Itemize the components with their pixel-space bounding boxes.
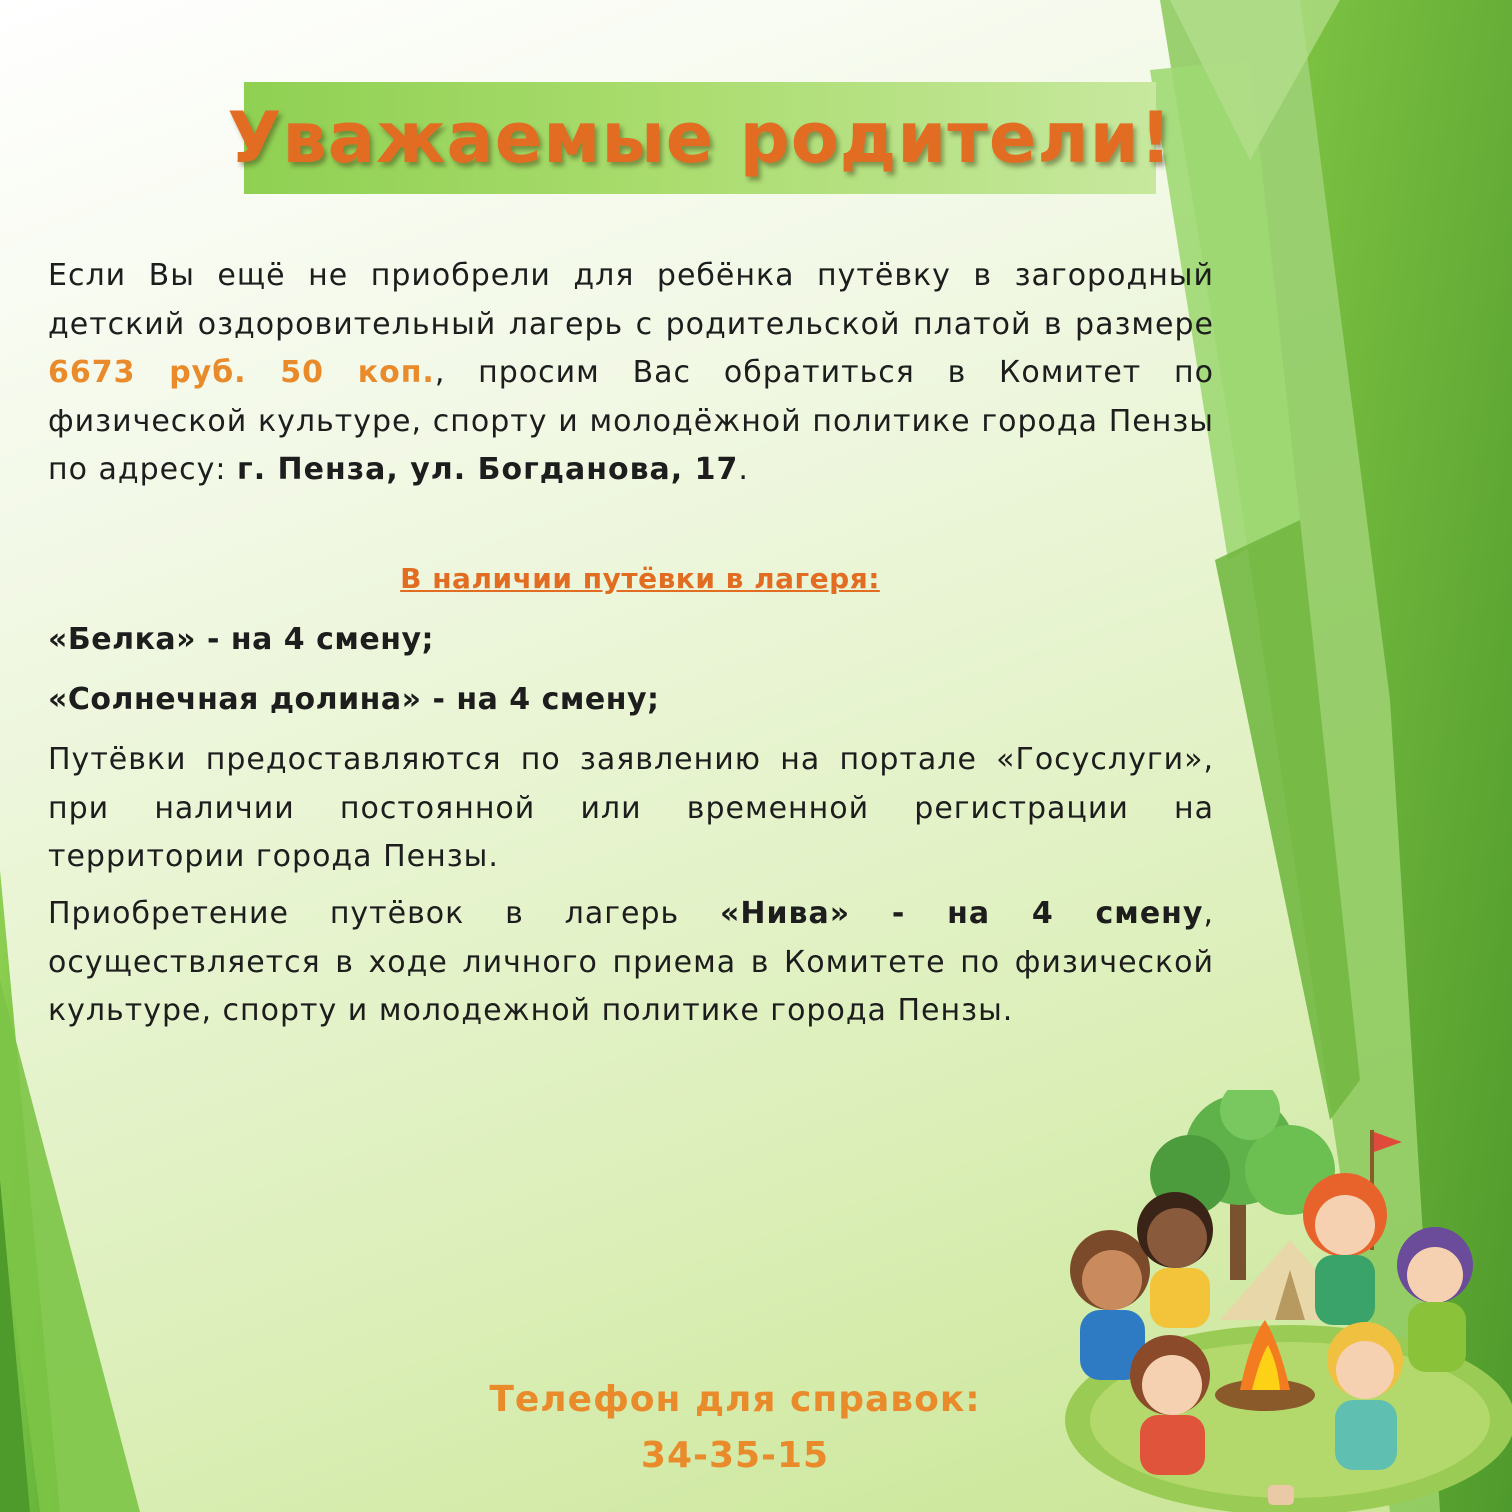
niva-paragraph bbox=[48, 890, 1214, 1036]
page-title: Уважаемые родители! bbox=[227, 97, 1173, 179]
contact-block bbox=[470, 1372, 1000, 1484]
kid-purple-hair bbox=[1397, 1227, 1473, 1372]
niva-text-b: , осуществляется в ходе личного приема в Комитете по физической культуре, спорту и молодежной политике города Пензы. bbox=[48, 896, 1214, 1028]
contact-phone: 34-35-15 bbox=[640, 1435, 830, 1476]
kid-redhead-girl bbox=[1303, 1173, 1387, 1325]
price-highlight: 6673 руб. 50 коп. bbox=[48, 355, 435, 390]
availability-heading: В наличии путёвки в лагеря: bbox=[400, 562, 880, 595]
camp-item-belka: «Белка» - на 4 смену; bbox=[48, 622, 435, 657]
title-banner bbox=[227, 82, 1173, 194]
camp-item-solnechnaya-dolina: «Солнечная долина» - на 4 смену; bbox=[48, 682, 660, 717]
gosuslugi-paragraph: Путёвки предоставляются по заявлению на портале «Госуслуги», при наличии постоянной или временной регистрации на территории города Пензы. bbox=[48, 742, 1214, 874]
intro-text-c: . bbox=[738, 452, 749, 487]
intro-text-b: , просим Вас обратиться в Комитет по физической культуре, спорту и молодёжной политике города Пензы по адресу: bbox=[48, 355, 1215, 487]
contact-label: Телефон для справок: bbox=[489, 1379, 981, 1420]
intro-text-a: Если Вы ещё не приобрели для ребёнка путёвку в загородный детский оздоровительный лагерь с родительской платой в размере bbox=[48, 258, 1214, 342]
niva-camp-highlight: «Нива» - на 4 смену bbox=[720, 896, 1204, 931]
address-highlight: г. Пенза, ул. Богданова, 17 bbox=[237, 452, 739, 487]
niva-text-a: Приобретение путёвок в лагерь bbox=[48, 896, 721, 931]
children-campfire-illustration bbox=[1040, 1090, 1512, 1512]
intro-paragraph bbox=[48, 252, 1214, 495]
